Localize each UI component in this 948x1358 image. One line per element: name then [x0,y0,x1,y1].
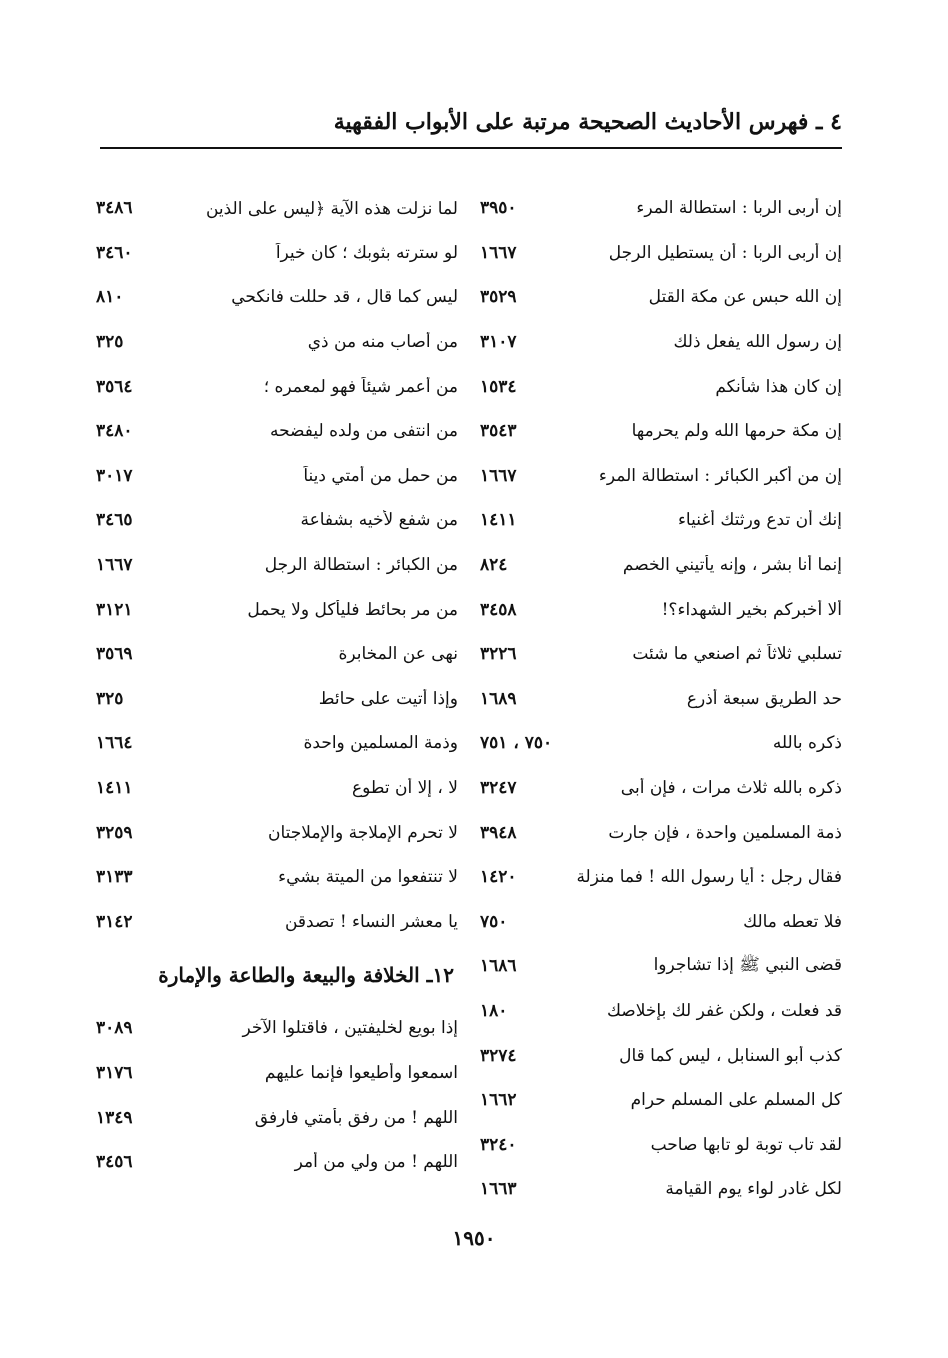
index-entry [96,364,458,409]
hadith-incipit: قضى النبي ﷺ إذا تشاجروا [653,954,842,975]
hadith-incipit: قد فعلت ، ولكن غفر لك بإخلاصك [606,1000,842,1021]
index-entry [480,632,842,677]
index-entry [480,498,842,543]
hadith-number: ١٦٨٩ [480,688,517,709]
header-divider [100,147,842,149]
index-entry [96,855,458,900]
hadith-incipit: من أصاب منه من ذي [307,332,458,353]
hadith-number: ٣١٣٣ [96,867,133,888]
hadith-incipit: ذكره بالله ثلاث مرات ، فإن أبى [620,778,842,799]
hadith-incipit: فلا تعطه مالك [743,911,842,932]
hadith-number: ٣٠١٧ [96,465,133,486]
index-entry [480,766,842,811]
hadith-incipit: من حمل من أمتي ديناً [303,465,458,486]
hadith-incipit: لما نزلت هذه الآية ﴿ليس على الذين [205,198,458,219]
index-entry [480,186,842,231]
index-column-right [480,186,842,1212]
hadith-incipit: وإذا أتيت على حائط [318,688,458,709]
hadith-incipit: إن مكة حرمها الله ولم يحرمها [631,421,842,442]
index-entry [480,409,842,454]
hadith-incipit: لا تنتفعوا من الميتة بشيء [278,867,458,888]
hadith-number: ٣٢٧٤ [480,1045,517,1066]
index-entry [480,1167,842,1212]
section-heading: ١٢ـ الخلافة والبيعة والطاعة والإمارة [158,963,454,988]
hadith-number: ٣٢٥ [96,688,124,709]
hadith-number: ١٦٦٣ [480,1179,517,1200]
hadith-incipit: إذا بويع لخليفتين ، فاقتلوا الآخر [242,1018,458,1039]
index-entry [96,186,458,231]
index-entry [96,1095,458,1140]
hadith-number: ٣٤٦٥ [96,510,133,531]
hadith-number: ٨٢٤ [480,555,508,576]
hadith-number: ١٦٦٧ [480,242,517,263]
index-entry [96,454,458,499]
hadith-incipit: إن أربى الربا : استطالة المرء [636,198,842,219]
hadith-incipit: لو سترته بثوبك ؛ كان خيراً [275,242,458,263]
index-entry [96,231,458,276]
hadith-number: ١٦٦٧ [96,555,133,576]
index-entry [480,989,842,1034]
hadith-number: ٣١٤٢ [96,911,133,932]
hadith-number: ٧٥٠ [480,911,508,932]
index-entry [96,766,458,811]
hadith-number: ٣١٧٦ [96,1062,133,1083]
index-column-left [96,186,458,1184]
index-entry [96,1051,458,1096]
index-entry [480,1033,842,1078]
page-header-title: ٤ ـ فهرس الأحاديث الصحيحة مرتبة على الأبواب الفقهية [333,109,842,135]
index-entry [480,677,842,722]
index-list-left-bottom [96,1006,458,1184]
hadith-incipit: إنك أن تدع ورثتك أغنياء [677,510,842,531]
hadith-number: ١٤١١ [480,510,517,531]
hadith-incipit: ليس كما قال ، قد حللت فانكحي [231,287,458,308]
hadith-number: ٣٢٥٩ [96,822,133,843]
hadith-incipit: إن من أكبر الكبائر : استطالة المرء [598,465,842,486]
index-entry [480,900,842,945]
hadith-incipit: إن الله حبس عن مكة القتل [648,287,842,308]
hadith-incipit: ذكره بالله [772,733,842,754]
hadith-number: ٣٠٨٩ [96,1018,133,1039]
index-entry [480,810,842,855]
index-entry [96,810,458,855]
index-list-left-top [96,186,458,944]
hadith-number: ٣٤٥٦ [96,1152,133,1173]
hadith-number: ٣٥٢٩ [480,287,517,308]
hadith-incipit: من مر بحائط فليأكل ولا يحمل [247,599,458,620]
hadith-number: ١٣٤٩ [96,1107,133,1128]
hadith-incipit: ألا أخبركم بخير الشهداء؟! [661,599,842,620]
hadith-number: ٣٩٤٨ [480,822,517,843]
hadith-incipit: تسلبي ثلاثاً ثم اصنعي ما شئت [632,644,842,665]
index-entry [480,855,842,900]
hadith-number: ٣١٢١ [96,599,133,620]
hadith-incipit: يا معشر النساء ! تصدقن [284,911,458,932]
index-entry [96,721,458,766]
hadith-incipit: اللهم ! من رفق بأمتي فارفق [254,1107,458,1128]
hadith-number: ١٨٠ [480,1000,508,1021]
hadith-number: ١٥٣٤ [480,376,517,397]
hadith-number: ٣٤٨٠ [96,421,133,442]
hadith-incipit: إنما أنا بشر ، وإنه يأتيني الخصم [622,555,842,576]
hadith-number: ٨١٠ [96,287,124,308]
hadith-incipit: من أعمر شيئاً فهو لمعمره ؛ [263,376,458,397]
hadith-number: ٣٢٤٧ [480,778,517,799]
index-entry [96,1140,458,1185]
hadith-number: ١٦٦٢ [480,1090,517,1111]
index-entry [96,275,458,320]
hadith-incipit: إن رسول الله يفعل ذلك [673,332,842,353]
index-entry [96,409,458,454]
hadith-incipit: اسمعوا وأطيعوا فإنما عليهم [264,1062,458,1083]
hadith-incipit: كذب أبو السنابل ، ليس كما قال [619,1045,842,1066]
hadith-number: ٣٩٥٠ [480,198,517,219]
index-entry [480,231,842,276]
hadith-number: ٣٤٥٨ [480,599,517,620]
hadith-number: ٣٤٦٠ [96,242,133,263]
hadith-number: ٣٢٢٦ [480,644,517,665]
index-entry [480,721,842,766]
index-entry [480,454,842,499]
hadith-incipit: فقال رجل : أيا رسول الله ! فما منزلة [576,867,842,888]
hadith-incipit: من شفع لأخيه بشفاعة [300,510,458,531]
page-number: ١٩٥٠ [452,1226,496,1250]
hadith-number: ١٦٦٤ [96,733,133,754]
hadith-number: ٣١٠٧ [480,332,517,353]
index-entry [480,275,842,320]
index-entry [480,944,842,989]
hadith-incipit: كل المسلم على المسلم حرام [630,1090,842,1111]
hadith-incipit: لا تحرم الإملاجة والإملاجتان [268,822,458,843]
index-entry [96,632,458,677]
hadith-incipit: لكل غادر لواء يوم القيامة [665,1179,842,1200]
index-entry [480,320,842,365]
hadith-number: ٣٥٦٤ [96,376,133,397]
hadith-incipit: وذمة المسلمين واحدة [303,733,458,754]
index-entry [480,587,842,632]
hadith-incipit: اللهم ! من ولي من أمر [294,1152,458,1173]
hadith-number: ٣٢٤٠ [480,1134,517,1155]
index-entry [96,587,458,632]
hadith-incipit: من الكبائر : استطالة الرجل [264,555,458,576]
index-entry [96,677,458,722]
index-entry [96,1006,458,1051]
hadith-incipit: إن كان هذا شأنكم [715,376,842,397]
hadith-number: ٣٥٤٣ [480,421,517,442]
index-entry [96,900,458,945]
index-entry [96,498,458,543]
index-entry [480,1122,842,1167]
hadith-incipit: نهى عن المخابرة [338,644,458,665]
hadith-number: ٣٥٦٩ [96,644,133,665]
hadith-number: ١٤٢٠ [480,867,517,888]
index-entry [480,1078,842,1123]
hadith-incipit: من انتفى من ولده ليفضحه [269,421,458,442]
index-entry [96,543,458,588]
hadith-incipit: حد الطريق سبعة أذرع [686,688,842,709]
index-entry [480,543,842,588]
hadith-number: ١٦٦٧ [480,465,517,486]
hadith-number: ٧٥٠ ، ٧٥١ [480,733,553,754]
hadith-number: ١٦٨٦ [480,956,517,977]
hadith-incipit: ذمة المسلمين واحدة ، فإن جارت [608,822,842,843]
hadith-incipit: لا ، إلا أن تطوع [351,778,458,799]
index-entry [480,364,842,409]
hadith-number: ١٤١١ [96,778,133,799]
hadith-number: ٣٢٥ [96,332,124,353]
hadith-incipit: لقد تاب توبة لو تابها صاحب [650,1134,842,1155]
index-entry [96,320,458,365]
hadith-incipit: إن أربى الربا : أن يستطيل الرجل [608,242,842,263]
hadith-number: ٣٤٨٦ [96,198,133,219]
